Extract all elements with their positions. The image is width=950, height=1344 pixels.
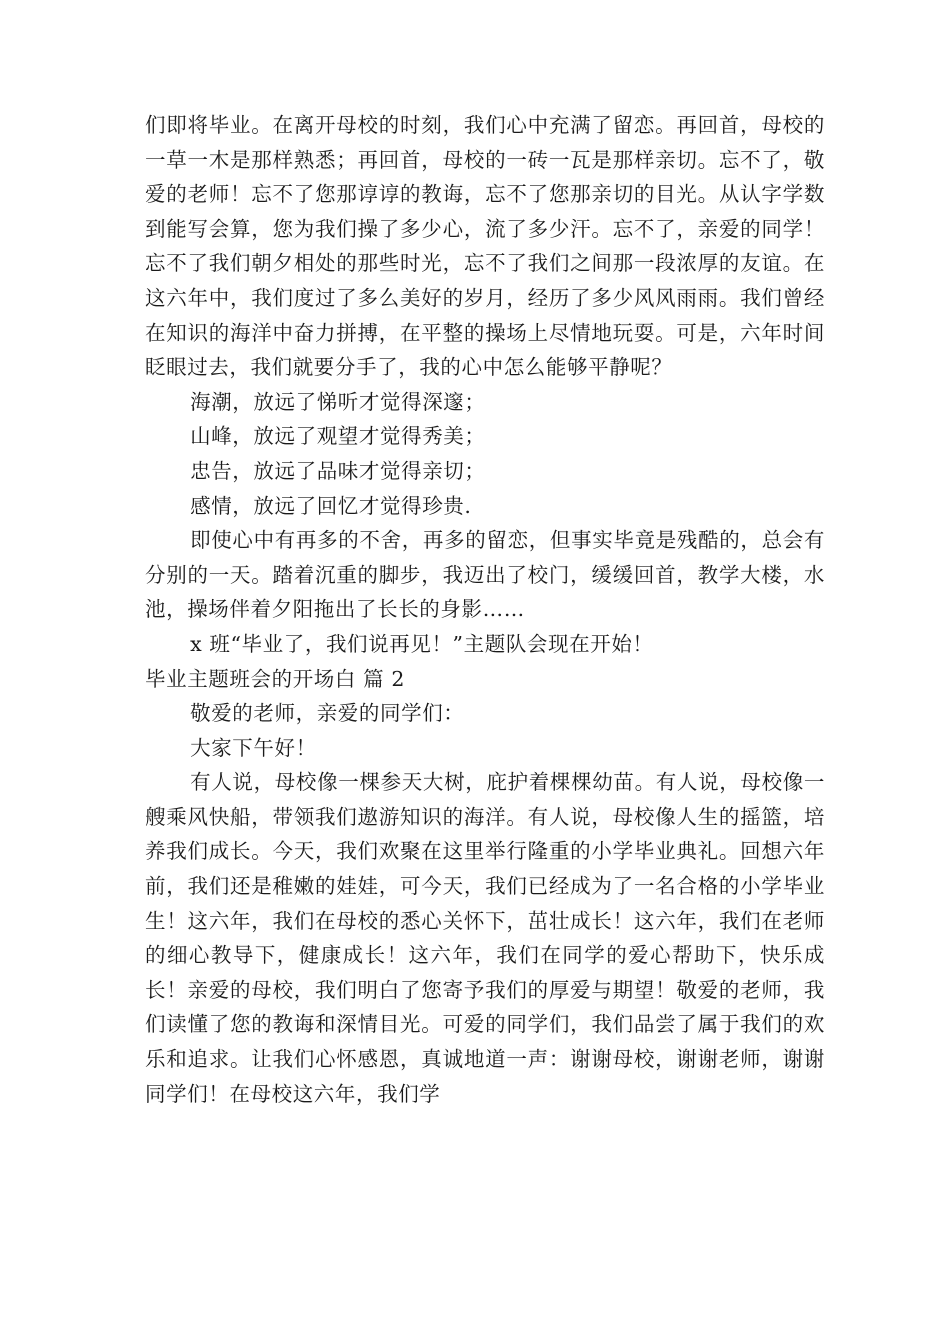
poem-line: 感情，放远了回忆才觉得珍贵. — [190, 493, 472, 518]
paragraph: x 班“毕业了，我们说再见！”主题队会现在开始！ — [190, 631, 654, 656]
salutation: 敬爱的老师，亲爱的同学们： — [190, 701, 465, 726]
poem-line: 山峰，放远了观望才觉得秀美； — [190, 424, 486, 449]
paragraph: 即使心中有再多的不舍，再多的留恋，但事实毕竟是残酷的，总会有分别的一天。踏着沉重的脚步，我迈出了校门，缓缓回首，教学大楼，水池，操场伴着夕阳拖出了长长的身影…… — [145, 528, 825, 622]
greeting: 大家下午好！ — [190, 735, 317, 760]
body-text — [145, 108, 825, 1111]
section-heading: 毕业主题班会的开场白 篇 2 — [145, 666, 405, 691]
paragraph-continuation: 们即将毕业。在离开母校的时刻，我们心中充满了留恋。再回首，母校的一草一木是那样熟悉；再回首，母校的一砖一瓦是那样亲切。忘不了，敬爱的老师！忘不了您那谆谆的教诲，忘不了您那亲切的目光。从认字学数到能写会算，您为我们操了多少心，流了多少汗。忘不了，亲爱的同学！忘不了我们朝夕相处的那些时光，忘不了我们之间那一段浓厚的友谊。在这六年中，我们度过了多么美好的岁月，经历了多少风风雨雨。我们曾经在知识的海洋中奋力拼搏，在平整的操场上尽情地玩耍。可是，六年时间眨眼过去，我们就要分手了，我的心中怎么能够平静呢？ — [145, 113, 825, 380]
poem-line: 忠告，放远了品味才觉得亲切； — [190, 458, 486, 483]
poem-line: 海潮，放远了悌听才觉得深邃； — [190, 389, 486, 414]
paragraph: 有人说，母校像一棵参天大树，庇护着棵棵幼苗。有人说，母校像一艘乘风快船，带领我们遨游知识的海洋。有人说，母校像人生的摇篮，培养我们成长。今天，我们欢聚在这里举行隆重的小学毕业典礼。回想六年前，我们还是稚嫩的娃娃，可今天，我们已经成为了一名合格的小学毕业生！这六年，我们在母校的悉心关怀下，茁壮成长！这六年，我们在老师的细心教导下，健康成长！这六年，我们在同学的爱心帮助下，快乐成长！亲爱的母校，我们明白了您寄予我们的厚爱与期望！敬爱的老师，我们读懂了您的教诲和深情目光。可爱的同学们，我们品尝了属于我们的欢乐和追求。让我们心怀感恩，真诚地道一声：谢谢母校，谢谢老师，谢谢同学们！在母校这六年，我们学 — [145, 770, 825, 1106]
